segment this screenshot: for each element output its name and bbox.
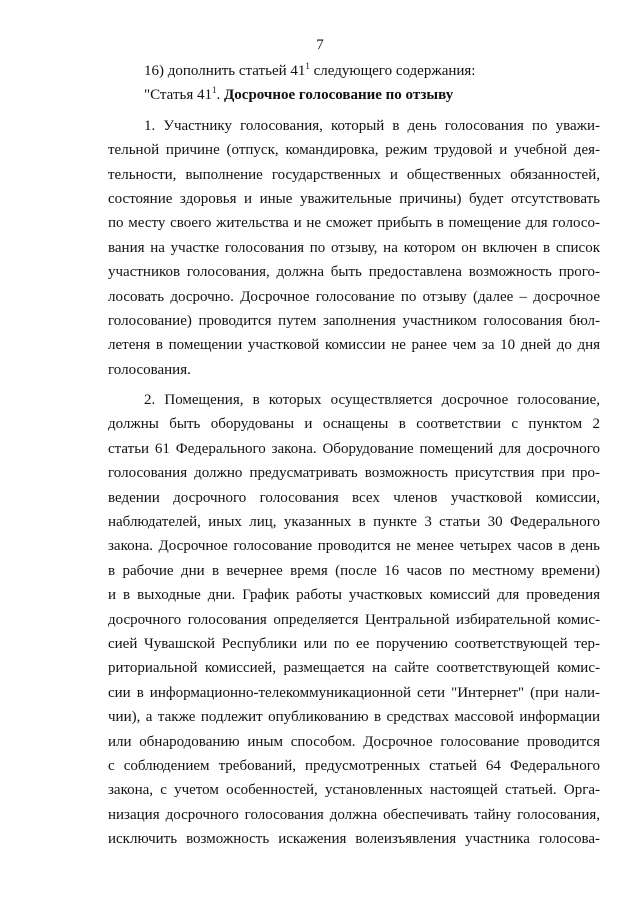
article-heading (108, 83, 600, 107)
superscript: 1 (305, 61, 310, 71)
amendment-item-16-text: 16) дополнить статьей 41 (144, 63, 306, 79)
paragraph-line: низация досрочного голосования должна обеспечивать тайну голосования, (108, 806, 600, 823)
paragraph-line: наблюдателей, иных лиц, указанных в пункте 3 статьи 30 Федерального (108, 514, 600, 531)
paragraph-line: риториальной комиссией, размещается на сайте соответствующей комис- (108, 660, 600, 677)
paragraph-line: чии), а также подлежит опубликованию в средствах массовой информации (108, 709, 600, 726)
paragraph-line: 2. Помещения, в которых осуществляется досрочное голосование, (144, 392, 600, 409)
paragraph-line: тельной причине (отпуск, командировка, режим трудовой и учебной дея- (108, 142, 600, 159)
article-number: "Статья 41 (144, 87, 212, 104)
paragraph-line: вания на участке голосования по отзыву, на котором он включен в список (108, 239, 600, 256)
amendment-item-16-suffix: следующего содержания: (309, 63, 476, 79)
paragraph-line: и в выходные дни. График работы участковых комиссий для проведения (108, 587, 600, 604)
paragraph-line: статьи 61 Федерального закона. Оборудование помещений для досрочного (108, 440, 600, 457)
paragraph-line: голосования. (108, 361, 191, 378)
document-body (108, 59, 600, 852)
paragraph-line: исключить возможность искажения волеизъявления участника голосова- (108, 831, 600, 848)
paragraph-line: лосовать досрочно. Досрочное голосование по отзыву (далее – досрочное (108, 288, 600, 305)
superscript: 1 (211, 85, 217, 96)
amendment-item-16 (108, 59, 600, 83)
article-heading-dot: . (216, 87, 224, 104)
page-number: 7 (316, 37, 324, 53)
paragraph-line: состояние здоровья и иные уважительные причины) будет отсутствовать (108, 190, 600, 207)
paragraph-line: должны быть оборудованы и оснащены в соответствии с пунктом 2 (108, 416, 600, 433)
paragraph-line: в рабочие дни в вечернее время (после 16 часов по местному времени) (108, 562, 600, 579)
paragraph-line: закона, с учетом особенностей, установленных настоящей статьей. Орга- (108, 782, 600, 799)
paragraph-line: голосования должно предусматривать возможность присутствия при про- (108, 465, 600, 482)
paragraph-line: 1. Участнику голосования, который в день голосования по уважи- (144, 117, 600, 134)
paragraph-line: досрочного голосования определяется Центральной избирательной комис- (108, 611, 600, 628)
paragraph-line: участников голосования, должна быть предоставлена возможность прого- (108, 264, 600, 281)
paragraph-line: летеня в помещении участковой комиссии не ранее чем за 10 дней до дня (108, 337, 600, 354)
paragraph-line: ведении досрочного голосования всех членов участковой комиссии, (108, 489, 600, 506)
article-title: Досрочное голосование по отзыву (223, 87, 454, 104)
paragraph-line: или обнародованию иным способом. Досрочное голосование проводится (108, 733, 600, 750)
paragraph-line: сии в информационно-телекоммуникационной сети "Интернет" (при нали- (108, 684, 600, 701)
paragraph-line: по месту своего жительства и не сможет прибыть в помещение для голосо- (108, 215, 600, 232)
paragraph-2 (108, 388, 600, 851)
paragraph-1 (108, 114, 600, 382)
paragraph-line: тельности, выполнение государственных и общественных обязанностей, (108, 166, 600, 183)
paragraph-line: сией Чувашской Республики или по ее поручению соответствующей тер- (108, 635, 600, 652)
paragraph-line: голосование) проводится путем заполнения участником голосования бюл- (108, 312, 600, 329)
paragraph-line: закона. Досрочное голосование проводится не менее четырех часов в день (108, 538, 600, 555)
paragraph-line: с соблюдением требований, предусмотренных статьей 64 Федерального (108, 757, 600, 774)
